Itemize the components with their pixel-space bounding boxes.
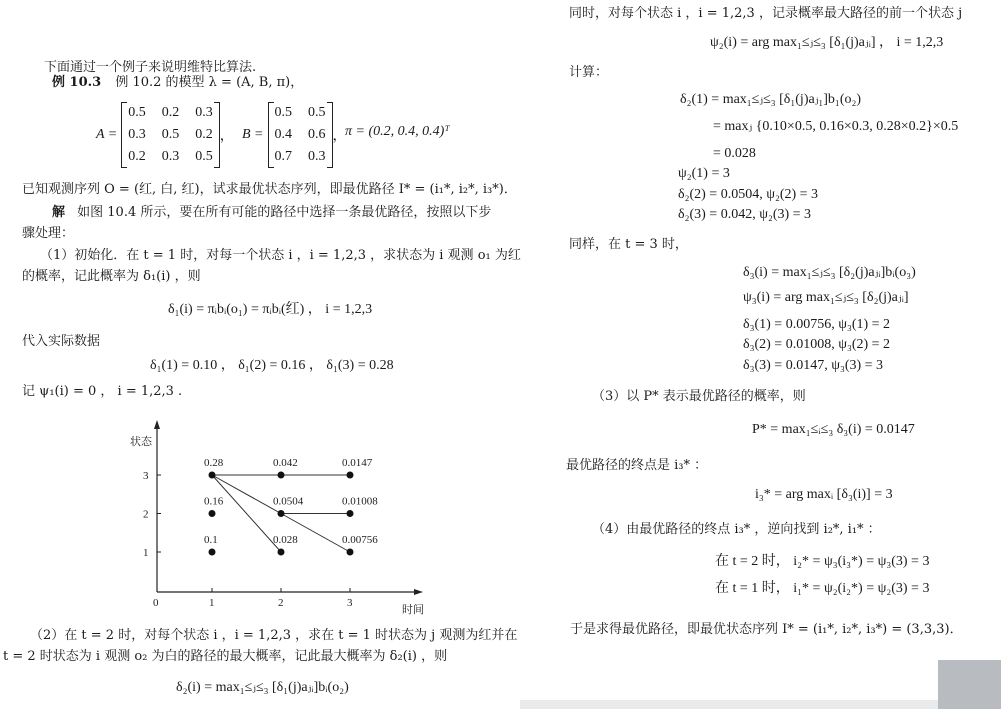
matrix-a-cell: 0.5 xyxy=(128,105,146,120)
eq-p-star: P* = max₁≤ᵢ≤₃ δ₃(i) = 0.0147 xyxy=(752,422,915,437)
matrix-a-grid xyxy=(121,102,220,168)
y-tick-label: 3 xyxy=(143,470,149,482)
state-node xyxy=(209,510,216,517)
state-node xyxy=(278,510,285,517)
page-edge xyxy=(520,700,938,709)
example-label: 例 10.3 xyxy=(52,75,102,90)
state-node xyxy=(278,472,285,479)
x-tick-label: 3 xyxy=(347,597,353,609)
state-node xyxy=(347,510,354,517)
known-text: 已知观测序列 O = (红, 白, 红)，试求最优状态序列，即最优路径 I* = (i₁*, i₂*, i₃*)． xyxy=(22,182,517,197)
matrix-a-cell: 0.5 xyxy=(195,149,213,164)
matrix-b-cell: 0.5 xyxy=(308,105,326,120)
step2-text: （2）在 t = 2 时，对每个状态 i ，i = 1,2,3 ，求在 t = 1 时状态为 j 观测为红并在 xyxy=(30,628,518,643)
solution-label: 解 xyxy=(52,205,66,220)
eq-delta3: δ₃(i) = max₁≤ⱼ≤₃ [δ₂(j)aⱼᵢ]bᵢ(o₃) xyxy=(743,265,916,280)
matrix-a xyxy=(96,102,234,168)
step1-text: （1）初始化．在 t = 1 时，对每一个状态 i ，i = 1,2,3 ，求状态为 i 观测 o₁ 为红 xyxy=(40,248,521,263)
matrix-a-cell: 0.3 xyxy=(128,127,146,142)
matrix-b xyxy=(242,102,347,168)
eq-psi2-1: ψ₂(1) = 3 xyxy=(678,166,730,181)
solution-text-2: 骤处理： xyxy=(22,226,75,241)
matrix-b-cell: 0.5 xyxy=(274,105,292,120)
psi1-text: 记 ψ₁(i) = 0 ， i = 1,2,3 . xyxy=(22,384,183,399)
eq-delta3-3: δ₃(3) = 0.0147, ψ₃(3) = 3 xyxy=(743,358,884,373)
state-node xyxy=(209,472,216,479)
y-axis-arrow-icon xyxy=(154,420,160,429)
matrix-b-cell: 0.3 xyxy=(308,149,326,164)
matrix-a-cell: 0.3 xyxy=(161,149,180,164)
matrix-a-cell: 0.2 xyxy=(128,149,146,164)
matrix-b-cell: 0.7 xyxy=(274,149,292,164)
t3-text: 同样，在 t = 3 时， xyxy=(569,237,688,252)
eq-delta1-values: δ₁(1) = 0.10 ， δ₁(2) = 0.16 ， δ₁(3) = 0.28 xyxy=(150,358,394,373)
x-axis-arrow-icon xyxy=(414,589,423,595)
eq-psi3: ψ₃(i) = arg max₁≤ⱼ≤₃ [δ₂(j)aⱼᵢ] xyxy=(743,290,909,305)
eq-psi2: ψ₂(i) = arg max₁≤ⱼ≤₃ [δ₁(j)aⱼᵢ] ， i = 1,2,3 xyxy=(710,35,944,50)
path-edge xyxy=(281,514,350,553)
x-axis-label: 时间 xyxy=(402,604,424,615)
endpoint-text: 最优路径的终点是 i₃* ： xyxy=(566,458,708,473)
comma: ， xyxy=(332,129,347,144)
eq-delta3-2: δ₃(2) = 0.01008, ψ₃(2) = 2 xyxy=(743,337,891,352)
substitute-text: 代入实际数据 xyxy=(22,334,101,349)
matrix-a-label: A = xyxy=(96,127,118,142)
matrix-a-cell: 0.2 xyxy=(195,127,213,142)
eq-delta2-1-result: = 0.028 xyxy=(713,146,756,161)
eq-delta2-2: δ₂(2) = 0.0504, ψ₂(2) = 3 xyxy=(678,187,819,202)
matrix-a-cell: 0.5 xyxy=(161,127,180,142)
state-node xyxy=(347,549,354,556)
y-axis-label: 状态 xyxy=(130,436,152,448)
path-edge xyxy=(212,475,281,514)
node-probability-label: 0.0504 xyxy=(273,495,304,508)
gray-corner xyxy=(938,660,1001,709)
node-probability-label: 0.0147 xyxy=(342,457,373,469)
solution-line xyxy=(52,205,491,221)
comma: ， xyxy=(219,129,234,144)
eq-delta3-1: δ₃(1) = 0.00756, ψ₃(1) = 2 xyxy=(743,317,891,332)
eq-i2-star: 在 t = 2 时， i₂* = ψ₃(i₃*) = ψ₃(3) = 3 xyxy=(715,554,930,569)
y-tick-label: 2 xyxy=(143,508,149,521)
matrix-a-cell: 0.2 xyxy=(161,105,180,120)
intro-text: 下面通过一个例子来说明维特比算法. xyxy=(44,60,257,75)
node-probability-label: 0.028 xyxy=(273,534,298,546)
matrix-b-cell: 0.6 xyxy=(308,127,326,142)
node-probability-label: 0.01008 xyxy=(342,495,378,508)
node-probability-label: 0.1 xyxy=(204,534,218,546)
conclusion-text: 于是求得最优路径，即最优状态序列 I* = (i₁*, i₂*, i₃*) = (3,3,3)． xyxy=(570,622,963,637)
pi-vector: π = (0.2, 0.4, 0.4)ᵀ xyxy=(345,124,450,139)
state-node xyxy=(278,549,285,556)
example-text: 例 10.2 的模型 λ = (A, B, π)， xyxy=(115,75,304,90)
eq-delta2-3: δ₂(3) = 0.042, ψ₂(3) = 3 xyxy=(678,207,812,222)
example-heading xyxy=(52,75,303,91)
step2-text-2: t = 2 时状态为 i 观测 o₂ 为白的路径的最大概率，记此最大概率为 δ₂(i) ，则 xyxy=(3,649,448,664)
step4-text: （4）由最优路径的终点 i₃* ，逆向找到 i₂*, i₁* ： xyxy=(592,522,881,537)
matrix-b-cell: 0.4 xyxy=(274,127,292,142)
state-node xyxy=(347,472,354,479)
solution-text: 如图 10.4 所示，要在所有可能的路径中选择一条最优路径，按照以下步 xyxy=(77,205,492,220)
eq-i1-star: 在 t = 1 时， i₁* = ψ₂(i₂*) = ψ₂(3) = 3 xyxy=(715,581,930,596)
matrix-b-grid xyxy=(268,102,333,168)
y-tick-label: 1 xyxy=(143,547,149,559)
step3-text: （3）以 P* 表示最优路径的概率，则 xyxy=(592,389,806,404)
eq-i3-star: i₃* = arg maxᵢ [δ₃(i)] = 3 xyxy=(755,487,893,502)
compute-label: 计算： xyxy=(569,65,609,80)
state-node xyxy=(209,549,216,556)
step1-text-2: 的概率，记此概率为 δ₁(i) ，则 xyxy=(22,269,201,284)
node-probability-label: 0.00756 xyxy=(342,534,378,546)
node-probability-label: 0.28 xyxy=(204,457,224,469)
eq-delta2-1-expand: = maxⱼ {0.10×0.5, 0.16×0.3, 0.28×0.2}×0.5 xyxy=(713,119,959,134)
origin-label: 0 xyxy=(153,597,159,609)
matrix-a-cell: 0.3 xyxy=(195,105,213,120)
figure-10-4-trellis xyxy=(120,415,440,615)
node-probability-label: 0.042 xyxy=(273,457,298,469)
path-edge xyxy=(212,475,281,552)
eq-delta2-1: δ₂(1) = max₁≤ⱼ≤₃ [δ₁(j)aⱼ₁]b₁(o₂) xyxy=(680,92,862,107)
eq-delta2: δ₂(i) = max₁≤ⱼ≤₃ [δ₁(j)aⱼᵢ]bᵢ(o₂) xyxy=(176,680,349,695)
x-tick-label: 2 xyxy=(278,597,284,609)
node-probability-label: 0.16 xyxy=(204,495,224,508)
x-tick-label: 1 xyxy=(209,597,215,609)
eq-delta1: δ₁(i) = πᵢbᵢ(o₁) = πᵢbᵢ(红) ， i = 1,2,3 xyxy=(168,302,373,317)
right-line-1: 同时，对每个状态 i ，i = 1,2,3 ，记录概率最大路径的前一个状态 j xyxy=(569,6,963,21)
matrix-b-label: B = xyxy=(242,127,264,142)
